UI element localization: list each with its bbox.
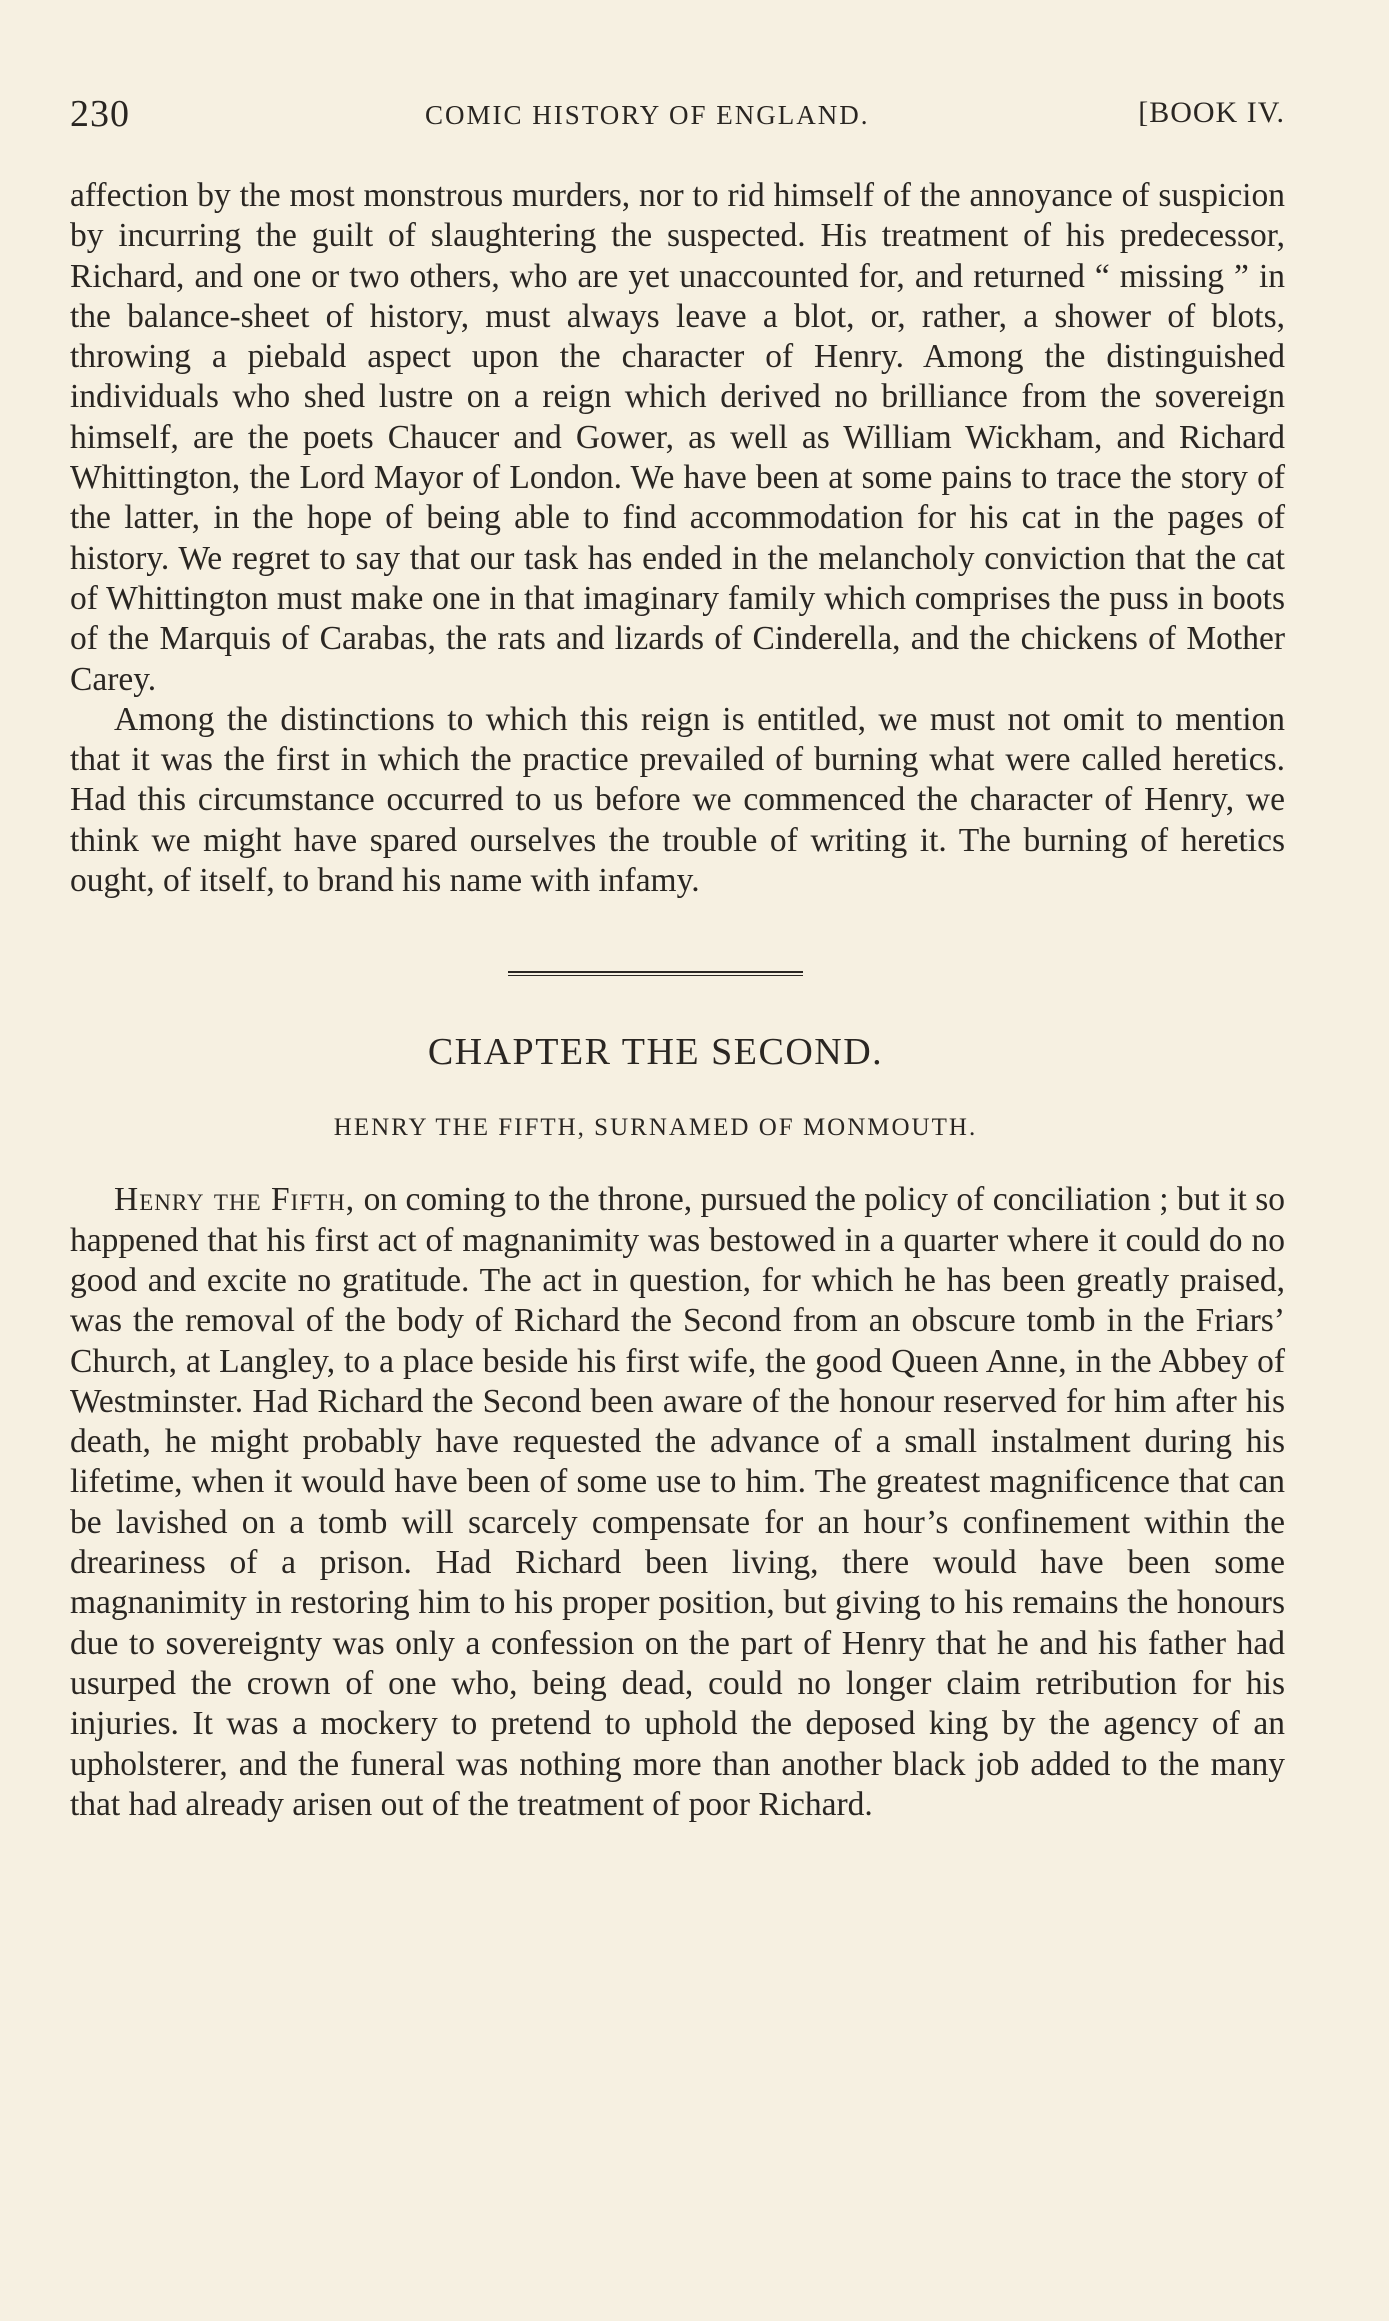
book-page — [70, 92, 1285, 1825]
page-number: 230 — [70, 93, 130, 135]
chapter-paragraph — [70, 1180, 1285, 1825]
chapter-paragraph-text: on coming to the throne, pursued the policy of conciliation ; but it so happened that his first act of magnanimity was bestowed in a quarter where it could do no good and excite no gratitude. The act in question, for which he has been greatly praised, was the removal of the body of Richard the Second from an obscure tomb in the Friars’ Church, at Langley, to a place beside his first wife, the good Queen Anne, in the Abbey of Westminster. Had Richard the Second been aware of the honour reserved for him after his death, he might probably have requested the advance of a small instalment during his lifetime, when it would have been of some use to him. The greatest magnificence that can be lavished on a tomb will scarcely compensate for an hour’s confinement within the dreariness of a prison. Had Richard been living, there would have been some magnanimity in restoring him to his proper position, but giving to his remains the honours due to sovereignty was only a confession on the part of Henry that he and his father had usurped the crown of one who, being dead, could no longer claim retribution for his injuries. It was a mockery to pretend to uphold the deposed king by the agency of an upholsterer, and the funeral was nothing more than another black job added to the many that had already arisen out of the treatment of poor Richard. — [70, 1181, 1286, 1823]
section-divider — [508, 971, 803, 976]
running-header — [70, 92, 1285, 140]
body-paragraph-2: Among the distinctions to which this reign is entitled, we must not omit to mention that it was the first in which the practice prevailed of burning what were called heretics. Had this circumstance occurred to us before we commenced the character of Henry, we think we might have spared ourselves the trouble of writing it. The burning of heretics ought, of itself, to brand his name with infamy. — [70, 700, 1285, 900]
body-paragraph-1: affection by the most monstrous murders, nor to rid himself of the annoyance of suspicion by incurring the guilt of slaughtering the suspected. His treatment of his predecessor, Richard, and one or two others, who are yet unaccounted for, and returned “ missing ” in the balance-sheet of history, must always leave a blot, or, rather, a shower of blots, throwing a piebald aspect upon the character of Henry. Among the distinguished individuals who shed lustre on a reign which derived no brilliance from the sovereign himself, are the poets Chaucer and Gower, as well as William Wickham, and Richard Whittington, the Lord Mayor of London. We have been at some pains to trace the story of the latter, in the hope of being able to find accommodation for his cat in the pages of history. We regret to say that our task has ended in the melancholy conviction that the cat of Whittington must make one in that imaginary family which comprises the puss in boots of the Marquis of Carabas, the rats and lizards of Cinderella, and the chickens of Mother Carey. — [70, 177, 1285, 698]
chapter-title: CHAPTER THE SECOND. — [427, 1031, 884, 1074]
chapter-lead-words: Henry the Fifth, — [114, 1181, 356, 1219]
chapter-subtitle: HENRY THE FIFTH, SURNAMED OF MONMOUTH. — [333, 1114, 978, 1142]
book-label: [BOOK IV. — [1138, 96, 1285, 129]
running-title: COMIC HISTORY OF ENGLAND. — [425, 100, 870, 130]
